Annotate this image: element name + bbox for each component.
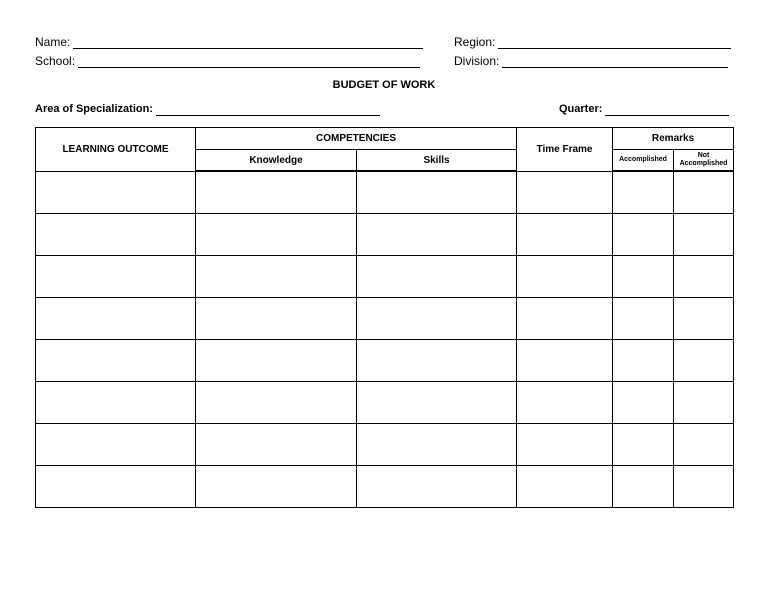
knowledge-header: Knowledge: [196, 150, 357, 172]
skills-cell[interactable]: [357, 214, 517, 256]
skills-cell[interactable]: [357, 340, 517, 382]
name-field[interactable]: [35, 35, 423, 49]
skills-cell[interactable]: [357, 424, 517, 466]
learning-outcome-cell[interactable]: [36, 256, 196, 298]
name-blank[interactable]: [73, 36, 423, 49]
accomplished-cell[interactable]: [613, 256, 674, 298]
division-field[interactable]: [454, 54, 728, 68]
knowledge-cell[interactable]: [196, 214, 357, 256]
accomplished-cell[interactable]: [613, 298, 674, 340]
skills-cell[interactable]: [357, 171, 517, 214]
learning-outcome-cell[interactable]: [36, 298, 196, 340]
quarter-field[interactable]: [559, 102, 729, 116]
skills-cell[interactable]: [357, 382, 517, 424]
school-field[interactable]: [35, 54, 420, 68]
document-title: BUDGET OF WORK: [332, 79, 436, 91]
not-accomplished-cell[interactable]: [674, 256, 734, 298]
not-accomplished-cell[interactable]: [674, 340, 734, 382]
accomplished-cell[interactable]: [613, 424, 674, 466]
knowledge-cell[interactable]: [196, 298, 357, 340]
time-frame-header: Time Frame: [517, 128, 613, 172]
skills-cell[interactable]: [357, 298, 517, 340]
knowledge-cell[interactable]: [196, 424, 357, 466]
area-label: Area of Specialization:: [35, 103, 153, 115]
name-label: Name:: [35, 35, 71, 49]
learning-outcome-cell[interactable]: [36, 466, 196, 508]
not-accomplished-cell[interactable]: [674, 298, 734, 340]
knowledge-cell[interactable]: [196, 256, 357, 298]
accomplished-cell[interactable]: [613, 382, 674, 424]
learning-outcome-header: LEARNING OUTCOME: [36, 128, 196, 172]
knowledge-cell[interactable]: [196, 171, 357, 214]
knowledge-cell[interactable]: [196, 340, 357, 382]
time-frame-cell[interactable]: [517, 424, 613, 466]
table-row: [36, 298, 734, 340]
division-blank[interactable]: [502, 55, 728, 68]
time-frame-cell[interactable]: [517, 466, 613, 508]
knowledge-cell[interactable]: [196, 382, 357, 424]
learning-outcome-cell[interactable]: [36, 382, 196, 424]
table-row: [36, 171, 734, 214]
accomplished-cell[interactable]: [613, 171, 674, 214]
not-accomplished-cell[interactable]: [674, 171, 734, 214]
knowledge-cell[interactable]: [196, 466, 357, 508]
time-frame-cell[interactable]: [517, 171, 613, 214]
region-blank[interactable]: [498, 36, 731, 49]
area-of-specialization-field[interactable]: [35, 102, 380, 116]
time-frame-cell[interactable]: [517, 298, 613, 340]
time-frame-cell[interactable]: [517, 214, 613, 256]
learning-outcome-cell[interactable]: [36, 214, 196, 256]
accomplished-cell[interactable]: [613, 214, 674, 256]
table-row: [36, 466, 734, 508]
school-label: School:: [35, 54, 76, 68]
learning-outcome-cell[interactable]: [36, 340, 196, 382]
not-accomplished-cell[interactable]: [674, 214, 734, 256]
quarter-label: Quarter:: [559, 103, 603, 115]
skills-cell[interactable]: [357, 466, 517, 508]
skills-header: Skills: [357, 150, 517, 172]
time-frame-cell[interactable]: [517, 340, 613, 382]
table-row: [36, 340, 734, 382]
school-blank[interactable]: [78, 55, 420, 68]
table-row: [36, 382, 734, 424]
remarks-header: Remarks: [613, 128, 734, 150]
region-field[interactable]: [454, 35, 731, 49]
area-blank[interactable]: [156, 103, 380, 116]
quarter-blank[interactable]: [605, 103, 729, 116]
time-frame-cell[interactable]: [517, 256, 613, 298]
learning-outcome-cell[interactable]: [36, 171, 196, 214]
time-frame-cell[interactable]: [517, 382, 613, 424]
division-label: Division:: [454, 54, 500, 68]
accomplished-header: Accomplished: [613, 150, 674, 172]
not-accomplished-cell[interactable]: [674, 466, 734, 508]
table-row: [36, 424, 734, 466]
learning-outcome-cell[interactable]: [36, 424, 196, 466]
budget-of-work-table: [35, 127, 734, 508]
not-accomplished-cell[interactable]: [674, 382, 734, 424]
skills-cell[interactable]: [357, 256, 517, 298]
table-row: [36, 256, 734, 298]
not-accomplished-cell[interactable]: [674, 424, 734, 466]
region-label: Region:: [454, 35, 496, 49]
table-row: [36, 214, 734, 256]
not-accomplished-header: Not Accomplished: [674, 150, 734, 172]
accomplished-cell[interactable]: [613, 340, 674, 382]
competencies-header: COMPETENCIES: [196, 128, 517, 150]
accomplished-cell[interactable]: [613, 466, 674, 508]
